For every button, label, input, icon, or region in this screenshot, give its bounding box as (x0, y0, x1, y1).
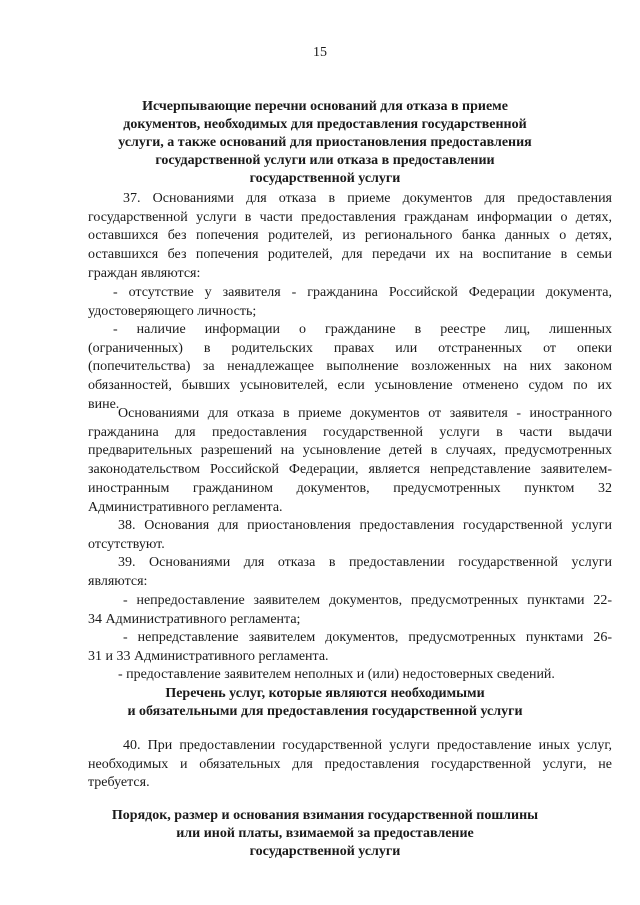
heading-line: или иной платы, взимаемой за предоставление (176, 826, 474, 841)
paragraph-39 (88, 554, 612, 591)
heading-line: Порядок, размер и основания взимания государственной пошлины (111, 808, 539, 823)
text-line: предварительных разрешений на усыновление детей в случаях, предусмотренных (88, 443, 612, 459)
text-line: (попечительства) за ненадлежащее выполнение возложенных на них законом (88, 359, 612, 375)
section-heading-refusal-grounds (100, 98, 550, 188)
text-line: Административного регламента. (88, 499, 283, 515)
text-line: обязанностей, бывших усыновителей, если усыновление отменено судом по их (88, 378, 612, 394)
heading-line: и обязательными для предоставления государственной услуги (127, 704, 523, 719)
text-line: 39. Основаниями для отказа в предоставлении государственной услуги (118, 555, 612, 570)
paragraph-39-bullet-2 (88, 629, 612, 666)
text-line: являются: (88, 573, 148, 589)
text-line: - предоставление заявителем неполных и (или) недостоверных сведений. (118, 667, 555, 682)
paragraph-37-bullet-1 (88, 284, 612, 321)
text-line: законодательством Российской Федерации, является непредставление заявителем- (88, 462, 612, 478)
heading-line: Перечень услуг, которые являются необходимыми (165, 686, 485, 701)
heading-line: Исчерпывающие перечни оснований для отказа в приеме (142, 99, 508, 114)
paragraph-39-bullet-1 (88, 592, 612, 629)
heading-line: государственной услуги или отказа в предоставлении (155, 153, 495, 168)
text-line: 38. Основания для приостановления предоставления государственной услуги (118, 518, 612, 533)
text-line: 34 Административного регламента; (88, 611, 301, 627)
paragraph-37-bullet-2 (88, 321, 612, 415)
text-line: оставшихся без попечения родителей, для передачи их на воспитание в семьи (88, 247, 612, 263)
text-line: - непредоставление заявителем документов, предусмотренных пунктами 22- (123, 593, 612, 608)
text-line: - непредставление заявителем документов, предусмотренных пунктами 26- (123, 630, 612, 645)
text-line: удостоверяющего личность; (88, 303, 257, 319)
heading-line: документов, необходимых для предоставления государственной (123, 117, 527, 132)
paragraph-39-bullet-3 (88, 666, 612, 685)
heading-line: государственной услуги (249, 844, 401, 859)
page-number: 15 (313, 45, 327, 60)
heading-line: услуги, а также оснований для приостановления предоставления (118, 135, 532, 150)
text-line: отсутствуют. (88, 536, 165, 552)
text-line: - отсутствие у заявителя - гражданина Российской Федерации документа, (113, 285, 612, 300)
text-line: гражданина для предоставления государственной услуги в части выдачи (88, 424, 612, 440)
section-heading-state-fee (95, 807, 555, 861)
text-line: 40. При предоставлении государственной услуги предоставление иных услуг, (123, 738, 612, 753)
section-heading-required-services (95, 685, 555, 721)
paragraph-38 (88, 517, 612, 554)
text-line: требуется. (88, 775, 150, 791)
paragraph-37-foreign-citizen (88, 405, 612, 517)
text-line: оставшихся без попечения родителей, из регионального банка данных о детях, (88, 228, 612, 244)
text-line: необходимых и обязательных для предоставления государственной услуги, не (88, 756, 612, 772)
text-line: Основаниями для отказа в приеме документов от заявителя - иностранного (118, 406, 612, 421)
text-line: иностранным гражданином документов, предусмотренных пунктом 32 (88, 480, 612, 496)
paragraph-40 (88, 737, 612, 793)
text-line: 31 и 33 Административного регламента. (88, 648, 329, 664)
text-line: (ограниченных) в родительских правах или отстраненных от опеки (88, 340, 612, 356)
heading-line: государственной услуги (249, 171, 401, 186)
text-line: вине. (88, 396, 120, 412)
text-line: - наличие информации о гражданине в реестре лиц, лишенных (113, 322, 612, 337)
text-line: 37. Основаниями для отказа в приеме документов для предоставления (123, 191, 612, 206)
text-line: государственной услуги в части предоставления гражданам информации о детях, (88, 209, 612, 225)
paragraph-37 (88, 190, 612, 284)
text-line: граждан являются: (88, 265, 201, 281)
